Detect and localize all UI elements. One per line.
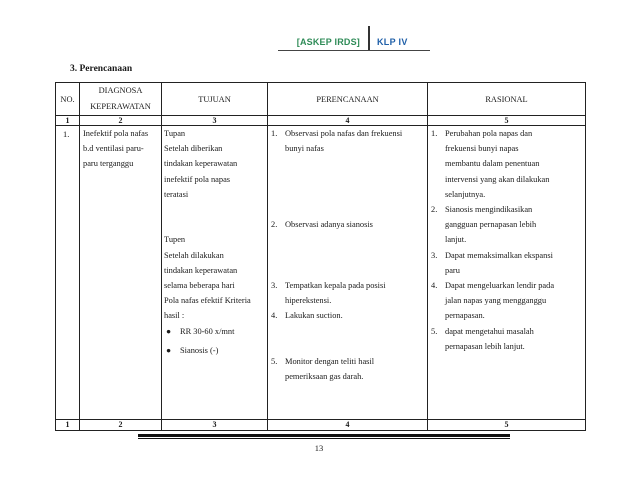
row-number: 1. bbox=[56, 126, 80, 420]
table-header-row bbox=[56, 83, 586, 116]
header-diagnosa bbox=[80, 83, 162, 116]
col-number: 5 bbox=[428, 116, 586, 126]
page-number: 13 bbox=[314, 443, 324, 453]
tujuan-cell bbox=[162, 126, 268, 420]
column-number-footer-row bbox=[56, 420, 586, 431]
header-underline bbox=[278, 50, 430, 51]
tupen-line: hasil : bbox=[164, 311, 185, 321]
col-number: 3 bbox=[162, 420, 268, 431]
tupen-line: Pola nafas efektif Kriteria bbox=[164, 296, 251, 306]
list-item: 5. Monitor dengan teliti hasil pemeriksaan gas darah. bbox=[271, 356, 375, 382]
perencanaan-cell bbox=[268, 126, 428, 420]
column-number-row bbox=[56, 116, 586, 126]
col-number: 4 bbox=[268, 420, 428, 431]
criteria-bullet bbox=[164, 343, 267, 358]
header-rasional: RASIONAL bbox=[428, 83, 586, 116]
list-item: 3. Tempatkan kepala pada posisi hiperekstensi. bbox=[271, 280, 386, 306]
diagnosa-line: paru terganggu bbox=[83, 159, 134, 169]
list-item: 1. Observasi pola nafas dan frekuensi bunyi nafas bbox=[271, 129, 403, 154]
col-number: 5 bbox=[428, 420, 586, 431]
criteria-text: RR 30-60 x/mnt bbox=[180, 326, 235, 336]
nursing-plan-table bbox=[55, 82, 586, 431]
page-header bbox=[0, 34, 638, 50]
col-number: 4 bbox=[268, 116, 428, 126]
list-item: 4. Dapat mengeluarkan lendir pada jalan napas yang mengganggu pernapasan. bbox=[431, 281, 555, 321]
col-number: 3 bbox=[162, 116, 268, 126]
diagnosa-line: b.d ventilasi paru- bbox=[83, 144, 144, 154]
footer-rule bbox=[138, 434, 510, 437]
tupan-title: Tupan bbox=[164, 129, 186, 138]
header-group: KLP IV bbox=[377, 37, 408, 47]
tupen-line: tindakan keperawatan bbox=[164, 265, 238, 275]
list-item: 3. Dapat memaksimalkan ekspansi paru bbox=[431, 250, 553, 275]
list-item: 2. Observasi adanya sianosis bbox=[271, 220, 373, 230]
section-title: 3. Perencanaan bbox=[70, 64, 133, 74]
table-row bbox=[56, 126, 586, 420]
bullet-icon: ● bbox=[166, 345, 172, 355]
col-number: 2 bbox=[80, 420, 162, 431]
col-number: 1 bbox=[56, 116, 80, 126]
header-diagnosa-line1: DIAGNOSA bbox=[98, 86, 143, 95]
bullet-icon: ● bbox=[166, 326, 172, 336]
tupen-title: Tupen bbox=[164, 235, 186, 245]
header-no: NO. bbox=[56, 83, 80, 116]
list-item: 4. Lakukan suction. bbox=[271, 311, 343, 321]
header-divider bbox=[368, 26, 370, 50]
tupen-line: Setelah dilakukan bbox=[164, 250, 224, 260]
tupan-line: teratasi bbox=[164, 189, 189, 199]
list-item: 5. dapat mengetahui masalah pernapasan lebih lanjut. bbox=[431, 326, 534, 351]
tupan-line: inefektif pola napas bbox=[164, 174, 231, 184]
tupen-line: selama beberapa hari bbox=[164, 281, 235, 290]
col-number: 1 bbox=[56, 420, 80, 431]
diagnosa-cell bbox=[80, 126, 162, 420]
rasional-cell bbox=[428, 126, 586, 420]
header-tujuan: TUJUAN bbox=[162, 83, 268, 116]
header-title: [ASKEP IRDS] bbox=[296, 37, 360, 47]
criteria-bullet bbox=[164, 324, 267, 339]
criteria-text: Sianosis (-) bbox=[180, 345, 219, 355]
list-item: 2. Sianosis mengindikasikan gangguan pernapasan lebih lanjut. bbox=[431, 205, 537, 245]
tupan-line: Setelah diberikan bbox=[164, 144, 223, 154]
diagnosa-line: Inefektif pola nafas bbox=[83, 129, 149, 138]
col-number: 2 bbox=[80, 116, 162, 126]
list-item: 1. Perubahan pola napas dan frekuensi bunyi napas membantu dalam penentuan intervensi yang akan dilakukan selanjutnya. bbox=[431, 129, 550, 199]
header-perencanaan: PERENCANAAN bbox=[268, 83, 428, 116]
footer-rule-thin bbox=[138, 438, 510, 439]
header-diagnosa-line2: KEPERAWATAN bbox=[90, 102, 151, 111]
tupan-line: tindakan keperawatan bbox=[164, 159, 238, 169]
